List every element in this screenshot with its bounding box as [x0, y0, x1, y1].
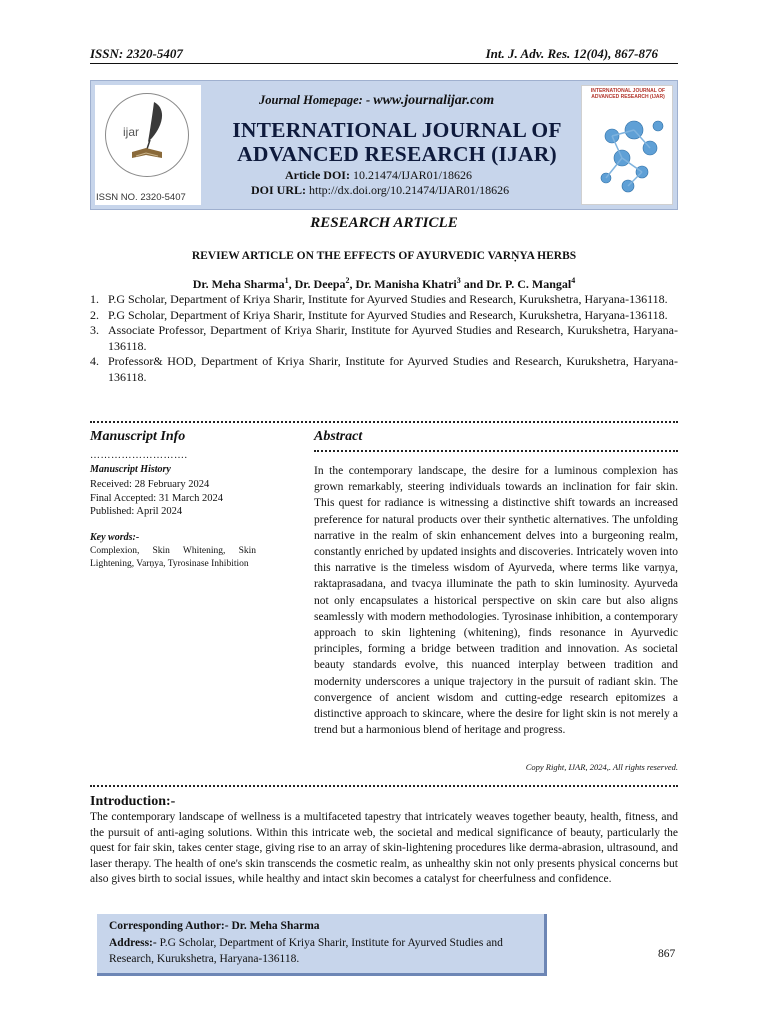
introduction-heading: Introduction:-	[90, 794, 176, 809]
article-title: REVIEW ARTICLE ON THE EFFECTS OF AYURVEDIC VARṆYA HERBS	[191, 250, 577, 262]
address-text: P.G Scholar, Department of Kriya Sharir, Institute for Ayurved Studies and Research, Kurukshetra, Haryana-136118.	[109, 937, 503, 965]
molecule-icon	[582, 86, 673, 205]
page-number: 867	[658, 948, 676, 960]
author: Dr. Meha Sharma	[192, 277, 285, 291]
affiliation-number: 3.	[90, 323, 99, 337]
quill-book-icon	[106, 94, 188, 176]
journal-homepage	[259, 93, 494, 109]
affiliation-list	[90, 292, 678, 385]
abstract-heading: Abstract	[314, 429, 363, 444]
journal-cover-image	[581, 85, 673, 205]
manuscript-info-heading: Manuscript Info	[90, 429, 186, 444]
header-issn: ISSN: 2320-5407	[90, 46, 183, 61]
published-date: Published: April 2024	[90, 506, 183, 517]
author-list	[0, 276, 768, 292]
header-citation: Int. J. Adv. Res. 12(04), 867-876	[485, 46, 658, 61]
article-type: RESEARCH ARTICLE	[310, 215, 458, 231]
affiliation-number: 1.	[90, 292, 99, 306]
article-doi	[285, 168, 472, 183]
journal-title-line1: INTERNATIONAL JOURNAL OF	[232, 118, 562, 142]
doi-label: Article DOI:	[285, 168, 350, 182]
abstract-text: In the contemporary landscape, the desire for a luminous complexion has grown remarkably, steering individuals towards an inclination for fair skin. This quest for radiance is witnessing a distinctive shift towards an increased preference for natural products over their synthetic alternatives. The unfolding narrative in the realm of skin enhancement delves into a burgeoning realm, constantly enriched by updated insights and discoveries. Intricately woven into this narrative is the timeless wisdom of Ayurveda, where terms like varṇya, raktaprasadana, and tvacya illuminate the path to skin luminosity. Ayurveda not only encapsulates a historical perspective on skin care but also aligns seamlessly with modern methodologies. Tyrosinase inhibition, a contemporary approach to skin lightening (whitening), finds resonance in Ayurvedic principles, forming a bridge between tradition and innovation. As societal beauty standards evolve, this nuanced interplay between tradition and modernity underscores a unique trajectory in the pursuit of radiant skin. The convergence of ancient wisdom and cutting-edge research epitomizes a distinctive approach to skincare, where the desire for light skin is not merely a trend but a harmonious blend of heritage and progress.	[314, 465, 678, 737]
affiliation-item	[90, 323, 678, 354]
affiliation-text: Professor& HOD, Department of Kriya Sharir, Institute for Ayurved Studies and Research, Kurukshetra, Haryana-136118.	[108, 354, 678, 384]
author-affil-mark: 2	[345, 276, 350, 285]
introduction-text: The contemporary landscape of wellness is a multifaceted tapestry that intricately weaves together beauty, health, fitness, and the pursuit of anti-aging solutions. Within this intricate web, the societal and medical significance of beauty, particularly the quest for fair skin, takes center stage, giving rise to an array of skin-lightening procedures like derma-abrasion, ultrasound, and laser therapy. The health of one's skin transcends the cosmetic realm, as unhealthy skin not only presents physical concerns but also gives birth to social issues, while healthy and intact skin becomes a catalyst for cheerfulness and confidence.	[90, 811, 678, 885]
corresponding-author-name: Corresponding Author:- Dr. Meha Sharma	[109, 920, 320, 932]
logo-text: ijar	[123, 125, 140, 139]
copyright-notice: Copy Right, IJAR, 2024,. All rights reserved.	[525, 762, 678, 772]
journal-logo	[95, 85, 201, 205]
abstract-dots	[314, 450, 678, 452]
doi-url-link[interactable]: http://dx.doi.org/10.21474/IJAR01/18626	[309, 183, 510, 197]
homepage-link[interactable]: www.journalijar.com	[373, 93, 495, 108]
author: Dr. P. C. Mangal	[486, 277, 572, 291]
cover-title: INTERNATIONAL JOURNAL OF ADVANCED RESEARCH (IJAR)	[590, 88, 666, 100]
address-label: Address:-	[109, 937, 157, 949]
homepage-label: Journal Homepage: -	[259, 93, 371, 107]
affiliation-item	[90, 308, 678, 324]
author-affil-mark: 1	[284, 276, 289, 285]
logo-circle	[105, 93, 189, 177]
section-divider	[90, 421, 678, 423]
header-rule	[90, 63, 678, 64]
author-affil-mark: 4	[571, 276, 576, 285]
doi-url-label: DOI URL:	[251, 183, 307, 197]
manuscript-history-label: Manuscript History	[90, 464, 171, 475]
affiliation-text: P.G Scholar, Department of Kriya Sharir, Institute for Ayurved Studies and Research, Kurukshetra, Haryana-136118.	[108, 292, 668, 306]
affiliation-item	[90, 354, 678, 385]
author: Dr. Deepa	[294, 277, 346, 291]
received-date: Received: 28 February 2024	[90, 479, 210, 490]
affiliation-text: Associate Professor, Department of Kriya Sharir, Institute for Ayurved Studies and Research, Kurukshetra, Haryana-136118.	[108, 323, 678, 353]
logo-issn: ISSN NO. 2320-5407	[96, 192, 186, 203]
author-affil-mark: 3	[456, 276, 461, 285]
manuscript-dates	[90, 478, 223, 519]
affiliation-text: P.G Scholar, Department of Kriya Sharir, Institute for Ayurved Studies and Research, Kurukshetra, Haryana-136118.	[108, 307, 668, 322]
journal-banner	[90, 80, 678, 210]
affiliation-number: 2.	[90, 307, 99, 322]
affiliation-item	[90, 292, 678, 308]
journal-title	[217, 118, 577, 166]
manuscript-info-dots: ……………………….	[90, 450, 188, 461]
keywords-text: Complexion, Skin Whitening, Skin Lightening, Varṇya, Tyrosinase Inhibition	[90, 546, 256, 569]
section-divider	[90, 785, 678, 787]
journal-title-line2: ADVANCED RESEARCH (IJAR)	[237, 142, 557, 166]
author-separator: and	[460, 277, 487, 291]
corresponding-author-box	[97, 914, 547, 976]
affiliation-number: 4.	[90, 354, 99, 368]
doi-value: 10.21474/IJAR01/18626	[352, 168, 472, 182]
author-separator: ,	[349, 277, 356, 291]
corresponding-author-address	[109, 936, 539, 967]
keywords-label: Key words:-	[90, 532, 140, 543]
author-separator: ,	[288, 277, 295, 291]
doi-url	[251, 183, 509, 198]
accepted-date: Final Accepted: 31 March 2024	[90, 492, 223, 504]
author: Dr. Manisha Khatri	[355, 277, 457, 291]
